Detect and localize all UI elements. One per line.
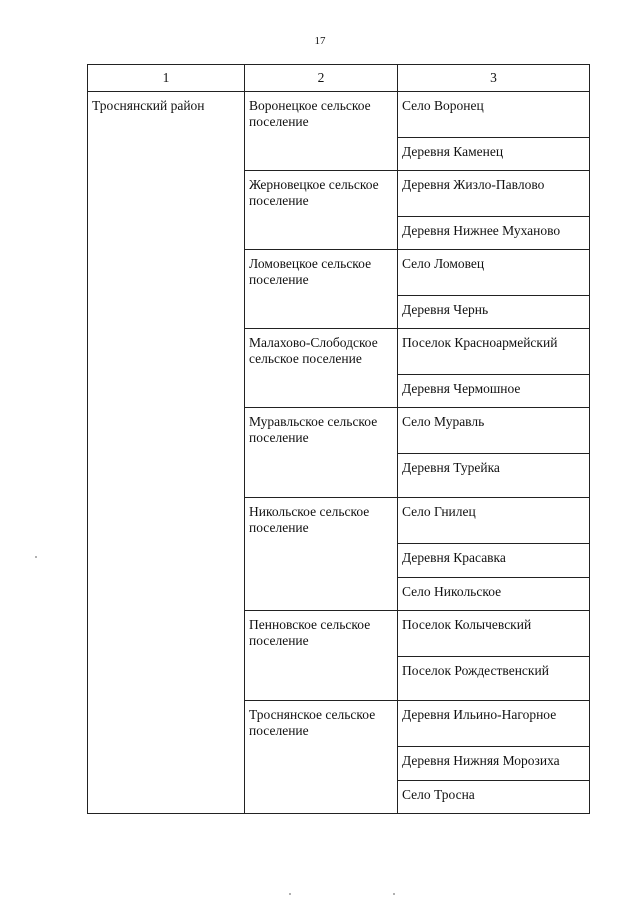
- column-header-2: 2: [245, 65, 398, 92]
- settlement-cell: Воронецкое сельское поселение: [245, 92, 398, 171]
- locality-cell: Деревня Нижнее Муханово: [398, 217, 590, 250]
- settlement-cell: Жерновецкое сельское поселение: [245, 171, 398, 250]
- settlement-cell: Муравльское сельское поселение: [245, 408, 398, 498]
- scan-speck: [35, 556, 37, 558]
- locality-cell: Село Тросна: [398, 781, 590, 814]
- locality-cell: Деревня Чермошное: [398, 375, 590, 408]
- locality-cell: Село Никольское: [398, 578, 590, 611]
- locality-cell: Деревня Турейка: [398, 454, 590, 498]
- locality-cell: Село Ломовец: [398, 250, 590, 296]
- locality-cell: Село Гнилец: [398, 498, 590, 544]
- settlement-cell: Пенновское сельское поселение: [245, 611, 398, 701]
- locality-cell: Деревня Каменец: [398, 138, 590, 171]
- district-cell: Троснянский район: [88, 92, 245, 814]
- settlement-cell: Ломовецкое сельское поселение: [245, 250, 398, 329]
- locality-cell: Деревня Красавка: [398, 544, 590, 578]
- locality-cell: Поселок Рождественский: [398, 657, 590, 701]
- settlement-cell: Малахово-Слободское сельское поселение: [245, 329, 398, 408]
- locality-cell: Поселок Колычевский: [398, 611, 590, 657]
- column-header-1: 1: [88, 65, 245, 92]
- settlements-table: [87, 64, 590, 814]
- locality-cell: Поселок Красноармейский: [398, 329, 590, 375]
- locality-cell: Деревня Жизло-Павлово: [398, 171, 590, 217]
- settlement-cell: Троснянское сельское поселение: [245, 701, 398, 814]
- page-number: 17: [314, 35, 326, 47]
- locality-cell: Деревня Чернь: [398, 296, 590, 329]
- scan-speck: [289, 893, 291, 895]
- scan-speck: [393, 893, 395, 895]
- locality-cell: Село Муравль: [398, 408, 590, 454]
- settlement-cell: Никольское сельское поселение: [245, 498, 398, 611]
- locality-cell: Деревня Ильино-Нагорное: [398, 701, 590, 747]
- table-header-row: [88, 65, 590, 92]
- locality-cell: Село Воронец: [398, 92, 590, 138]
- column-header-3: 3: [398, 65, 590, 92]
- table-row: [88, 92, 590, 138]
- locality-cell: Деревня Нижняя Морозиха: [398, 747, 590, 781]
